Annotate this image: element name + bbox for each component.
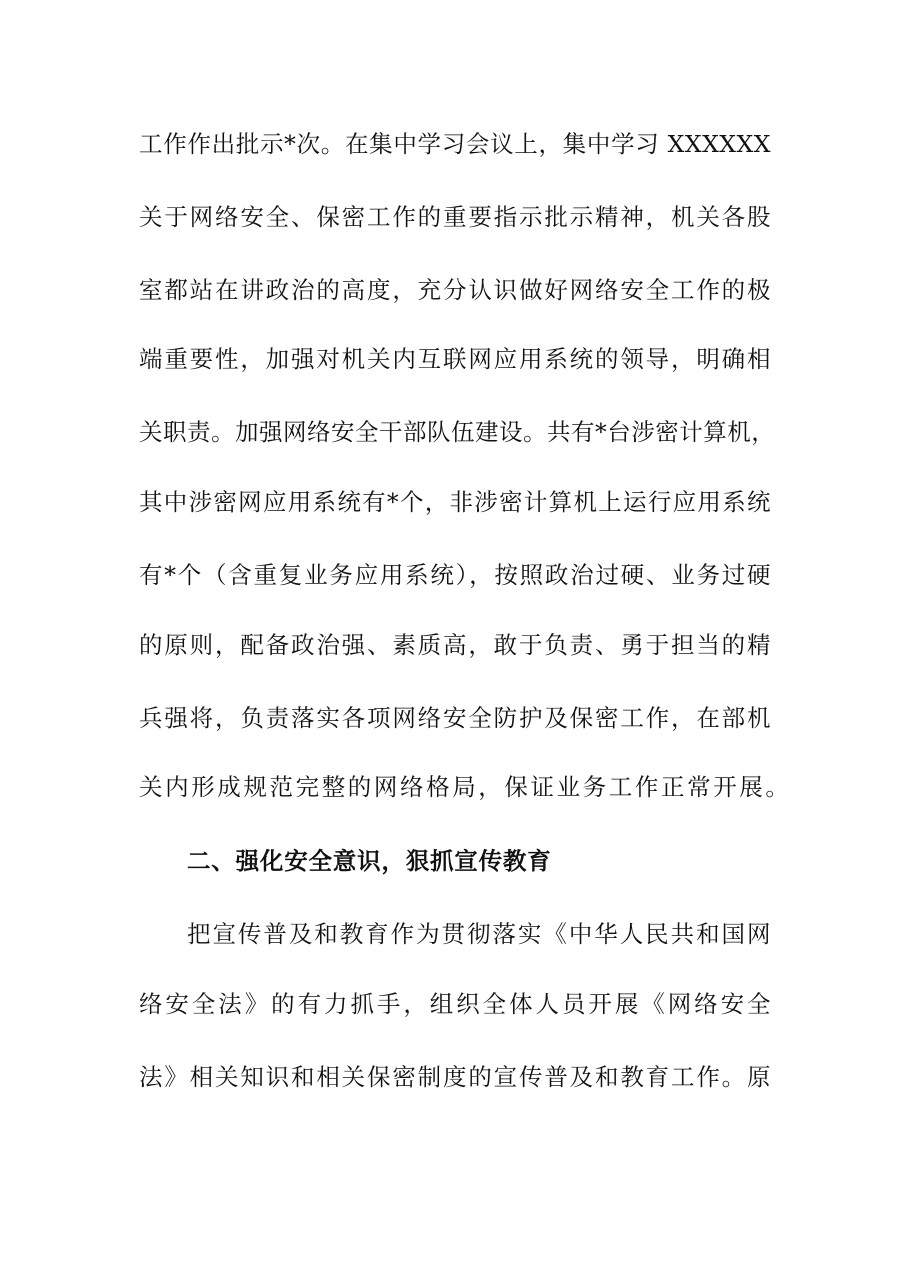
body-text-line: 有*个（含重复业务应用系统），按照政治过硬、业务过硬 — [139, 561, 771, 589]
body-text-line: 关职责。加强网络安全干部队伍建设。共有*台涉密计算机， — [139, 418, 776, 446]
body-text-line: 关于网络安全、保密工作的重要指示批示精神，机关各股 — [139, 203, 771, 231]
body-text-line: 工作作出批示*次。在集中学习会议上，集中学习 XXXXXX — [139, 130, 771, 158]
body-text-line: 室都站在讲政治的高度，充分认识做好网络安全工作的极 — [139, 276, 771, 304]
section-heading: 二、强化安全意识，狠抓宣传教育 — [187, 847, 552, 875]
body-text-line: 络安全法》的有力抓手，组织全体人员开展《网络安全 — [139, 990, 771, 1018]
body-text-line: 法》相关知识和相关保密制度的宣传普及和教育工作。原 — [139, 1063, 771, 1091]
body-text-line: 把宣传普及和教育作为贯彻落实《中华人民共和国网 — [187, 920, 771, 948]
body-text-line: 兵强将，负责落实各项网络安全防护及保密工作，在部机 — [139, 704, 771, 732]
body-text-line: 端重要性，加强对机关内互联网应用系统的领导，明确相 — [139, 345, 771, 373]
body-text-line: 其中涉密网应用系统有*个，非涉密计算机上运行应用系统 — [139, 488, 771, 516]
body-text-line: 的原则，配备政治强、素质高，敢于负责、勇于担当的精 — [139, 631, 771, 659]
body-text-line: 关内形成规范完整的网络格局，保证业务工作正常开展。 — [139, 773, 792, 801]
